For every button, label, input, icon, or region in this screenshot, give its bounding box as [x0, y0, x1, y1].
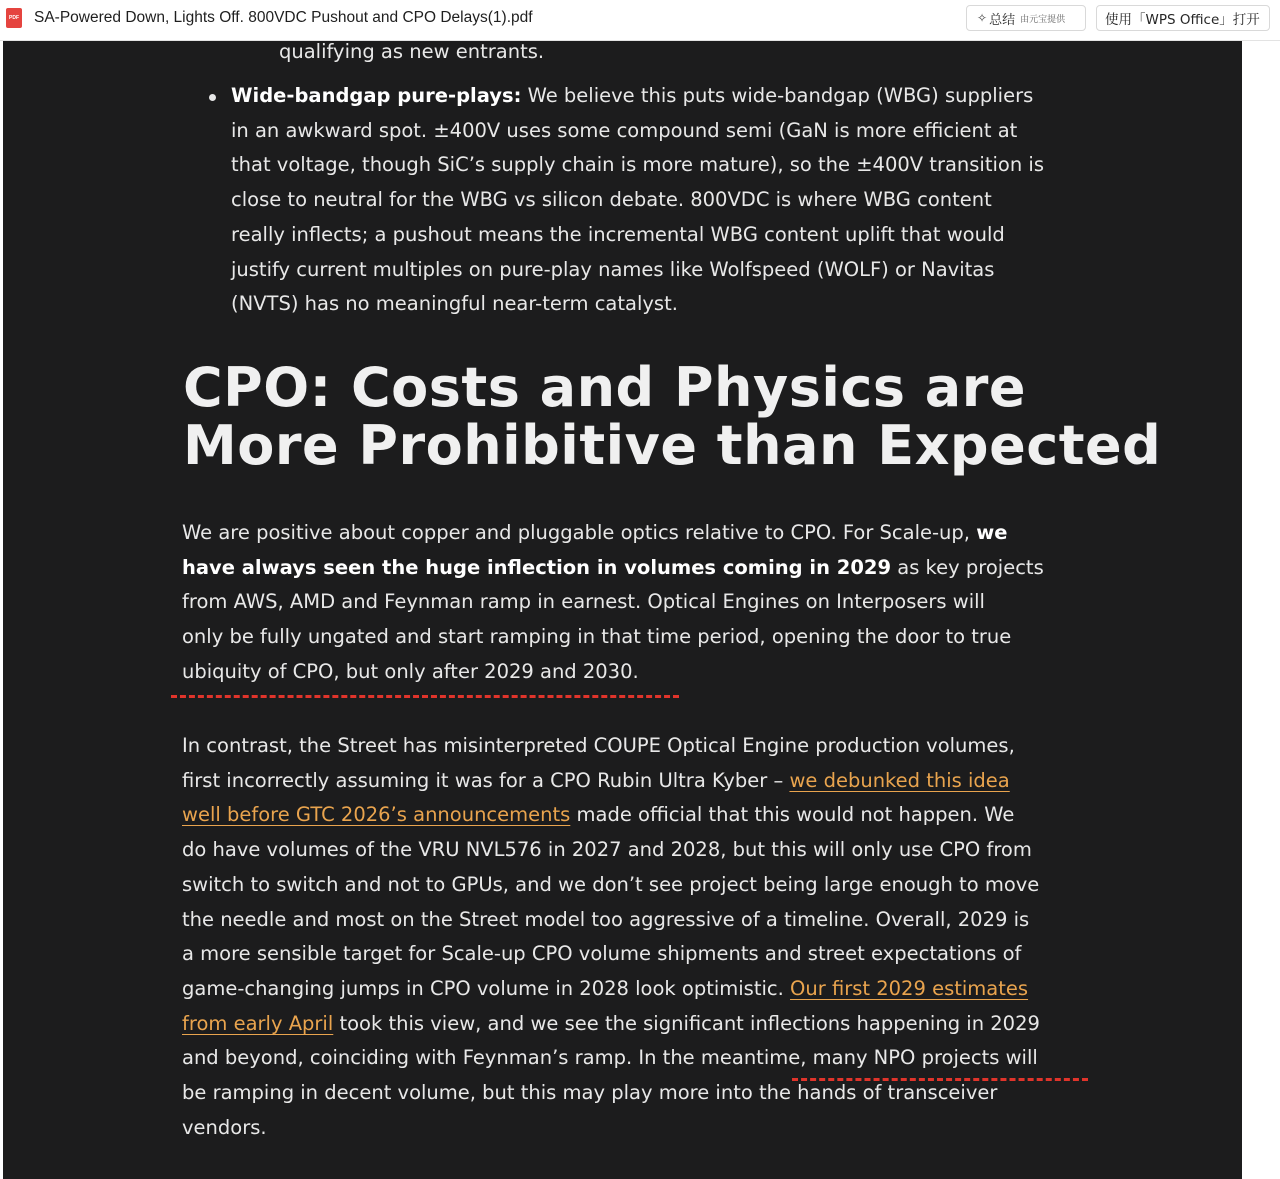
summary-button[interactable] [966, 5, 1086, 31]
link-debunked-idea[interactable]: we debunked this idea [789, 768, 1010, 792]
paragraph-1: We are positive about copper and pluggable optics relative to CPO. For Scale-up, we have always seen the huge inflection in volumes coming in 2029 as key projects from AWS, AMD and Feynman ramp in earnest. Optical Engines on Interposers will only be fully ungated and start ramping in that time period, opening the door to true ubiquity of CPO, but only after 2029 and 2030. [182, 521, 1044, 683]
bullet-wbg: Wide-bandgap pure-plays: We believe this puts wide-bandgap (WBG) suppliers in an awkward spot. ±400V uses some compound semi (GaN is more efficient at that voltage, though SiC’s supply chain is more mature), so the ±400V transition is close to neutral for the WBG vs silicon debate. 800VDC is where WBG content really inflects; a pushout means the incremental WBG content uplift that would justify current multiples on pure-play names like Wolfspeed (WOLF) or Navitas (NVTS) has no meaningful near-term catalyst. [231, 84, 1044, 316]
paragraph-2: In contrast, the Street has misinterpreted COUPE Optical Engine production volumes, first incorrectly assuming it was for a CPO Rubin Ultra Kyber – we debunked this idea well before GTC 2026’s announcements made official that this would not happen. We do have volumes of the VRU NVL576 in 2027 and 2028, but this will only use CPO from switch to switch and not to GPUs, and we don’t see project being large enough to move the needle and most on the Street model too aggressive of a timeline. Overall, 2029 is a more sensible target for Scale-up CPO volume shipments and street expectations of game-changing jumps in CPO volume in 2028 look optimistic. Our first 2029 estimates from early April took this view, and we see the significant inflections happening in 2029 and beyond, coinciding with Feynman’s ramp. In the meantime, many NPO projects will be ramping in decent volume, but this may play more into the hands of transceiver vendors. [182, 734, 1040, 1139]
summary-button-sub: 由元宝提供 [1020, 14, 1066, 25]
annotation-dashed-underline-1 [171, 695, 679, 698]
sparkle-icon: ✧ [977, 11, 988, 25]
link-2029-estimates[interactable]: Our first 2029 estimates [790, 976, 1029, 1000]
open-button-label: 使用「WPS Office」打开 [1105, 12, 1260, 28]
file-name: SA-Powered Down, Lights Off. 800VDC Pushout and CPO Delays(1).pdf [34, 9, 533, 26]
top-line: qualifying as new entrants. [279, 41, 545, 63]
link-early-april[interactable]: from early April [182, 1011, 334, 1035]
section-heading: CPO: Costs and Physics are More Prohibitive than Expected [183, 356, 1162, 477]
open-in-wps-button[interactable] [1096, 5, 1270, 31]
pdf-page [3, 41, 1242, 1179]
pdf-file-icon: PDF [6, 8, 22, 28]
title-bar [0, 0, 1280, 41]
bullet-bold-lead: Wide-bandgap pure-plays: [231, 84, 522, 107]
annotation-dashed-underline-2 [792, 1078, 1088, 1081]
summary-button-label: 总结 [989, 12, 1016, 28]
bullet-icon [209, 94, 216, 101]
link-gtc-announcements[interactable]: well before GTC 2026’s announcements [182, 803, 571, 827]
